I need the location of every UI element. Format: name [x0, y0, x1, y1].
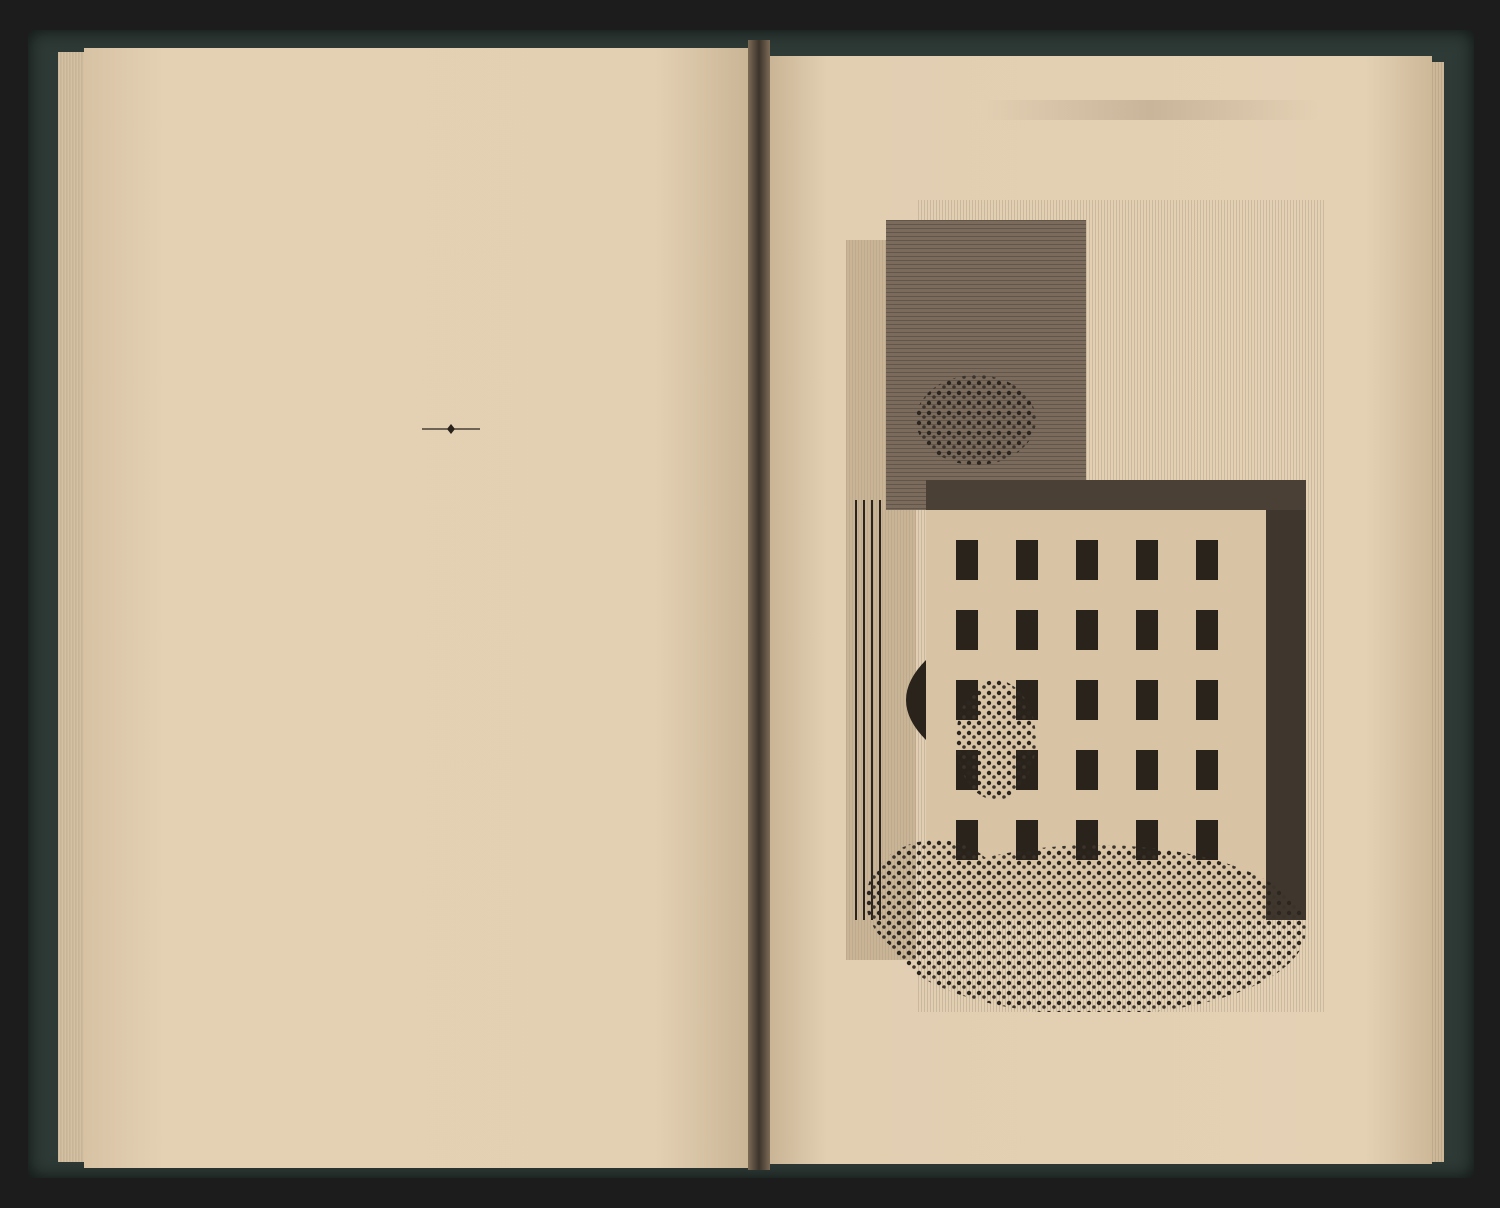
bleed-through: [980, 100, 1320, 120]
left-page: [84, 48, 756, 1168]
running-head: [196, 143, 716, 169]
engraving-plate: [846, 200, 1326, 1012]
plate-caption: [818, 428, 842, 758]
book-gutter: [748, 40, 770, 1170]
ornament-divider: [420, 422, 482, 436]
